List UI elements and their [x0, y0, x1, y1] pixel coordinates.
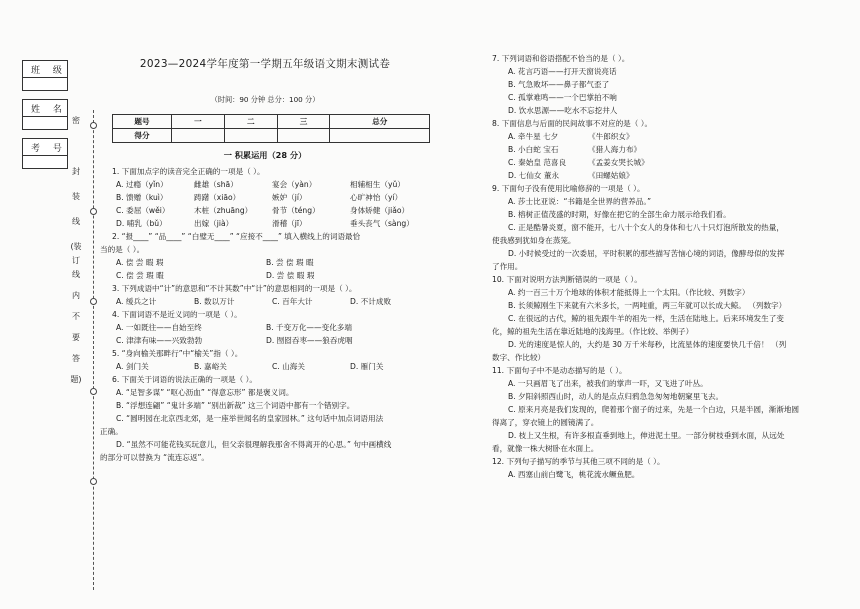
class-field[interactable]	[22, 60, 68, 91]
binding-hole	[90, 122, 97, 129]
question-11: 11. 下面句子中不是动态描写的是（ ）。	[492, 366, 627, 375]
option-d-cont: 的部分可以替换为 “流连忘返”。	[100, 453, 209, 462]
question-7: 7. 下列词语和俗语搭配不恰当的是（ ）。	[492, 54, 630, 63]
option-b: B. “浮想连翩” “鬼计多端” “别出新裁” 这三个词语中都有一个错别字。	[116, 401, 355, 410]
question-6: 6. 下面关于词语的说法正确的一项是（ ）。	[112, 375, 257, 384]
binding-hole	[90, 388, 97, 395]
question-4: 4. 下面词语不是近义词的一项是（ ）。	[112, 310, 242, 319]
option-row: A. 偿 尝 暇 瑕 B. 尝 偿 瑕 暇	[116, 258, 314, 267]
option-c-cont: 使我感到犹如身在蒸笼。	[492, 236, 576, 245]
option-c-cont: 得离了，穿衣镜上的圆镜满了。	[492, 418, 599, 427]
option-d: D. “虽然不可能花钱买玩意儿，但父亲很理解我那舍不得离开的心思。” 句中画横线	[116, 440, 392, 449]
option-c: C. 在很远的古代，鲸的祖先跟牛羊的祖先一样，生活在陆地上。后来环境发生了变	[508, 314, 784, 323]
section-heading: 一 积累运用（28 分）	[223, 150, 307, 160]
score-table	[112, 114, 430, 143]
class-label: 班 级	[31, 66, 67, 76]
left-column	[100, 52, 430, 464]
option-d: D. 枝上又生根，有许多根直垂到地上，伸进泥土里。一部分树枝垂到水面，从远处	[508, 431, 785, 440]
name-label: 姓 名	[31, 105, 67, 115]
option-row: C. 秦始皇 范喜良 《孟姜女哭长城》	[508, 158, 649, 167]
option-c: C. “圆明园在北京西北郊，是一座举世闻名的皇家园林。” 这句话中加点词语用法	[116, 414, 384, 423]
option-row: A. 一如既往——自始至终 B. 千变万化——变化多端	[116, 323, 352, 332]
id-label: 考 号	[31, 144, 67, 154]
option-a: A. 莎士比亚说：“书籍是全世界的营养品。”	[508, 197, 652, 206]
option-row: A. 剑门关 B. 嘉峪关 C. 山海关 D. 雁门关	[116, 362, 384, 371]
question-10: 10. 下面对说明方法判断错误的一项是（ ）。	[492, 275, 642, 284]
time-info: （时间：90 分钟 总分：100 分）	[210, 95, 320, 104]
option-d: D. 光的速度是惊人的，大约是 30 万千米每秒，比流星体的速度要快几千倍！ （列	[508, 340, 787, 349]
option-a: A. 约一百三十万个地球的体积才能抵得上一个太阳。（作比较、列数字）	[508, 288, 750, 297]
option-c: C. 孤掌难鸣——一个巴掌拍不响	[508, 93, 617, 102]
option-row: C. 委屈（wěi） 木桩（zhuāng） 骨节（téng） 身体矫健（jiǎo）	[116, 206, 410, 215]
score-cell[interactable]	[330, 129, 430, 143]
score-cell[interactable]	[224, 129, 277, 143]
option-row: A. 过瘾（yǐn） 雌雄（shā） 宴会（yàn） 相辅相生（yǔ）	[116, 180, 405, 189]
binding-hole	[90, 298, 97, 305]
option-c-cont: 正确。	[100, 427, 123, 436]
option-d-cont: 看，就像一株大树卧在水面上。	[492, 444, 599, 453]
exam-title: 2023—2024学年度第一学期五年级语文期末测试卷	[139, 58, 391, 70]
option-b: B. 榕树正值茂盛的时期，好像在把它的全部生命力展示给我们看。	[508, 210, 731, 219]
question-8: 8. 下面信息与后面的民间故事不对应的是（ ）。	[492, 119, 653, 128]
option-b: B. 夕阳斜照西山时，动人的是点点归鸦急急匆匆地朝窠里飞去。	[508, 392, 724, 401]
question-1: 1. 下面加点字的读音完全正确的一项是（ ）。	[112, 167, 265, 176]
right-column	[492, 52, 837, 481]
score-header-row: 题号 一 二 三 总分	[113, 115, 430, 129]
seal-line-text: 密 封 装 线 (装 订 线 内 不 要 答 题)	[70, 116, 82, 384]
question-2-cont: 当的是（ ）。	[100, 245, 145, 254]
question-3: 3. 下列成语中“计”的意思和“不计其数”中“计”的意思相同的一项是（ ）。	[112, 284, 357, 293]
option-a: A. 一只画眉飞了出来，被我们的掌声一吓，又飞进了叶丛。	[508, 379, 708, 388]
score-value-row: 得分	[113, 129, 430, 143]
option-c: C. 原来月亮是我们发现的，爬着那个窗子的过来，先是一个白边，只是半圆，渐渐地圆	[508, 405, 800, 414]
question-9: 9. 下面句子没有使用比喻修辞的一项是（ ）。	[492, 184, 645, 193]
option-a: A. 西塞山前白鹭飞，桃花流水鳜鱼肥。	[508, 470, 640, 479]
option-row: A. 缓兵之计 B. 数以万计 C. 百年大计 D. 不计成败	[116, 297, 392, 306]
name-field[interactable]	[22, 99, 68, 130]
question-5: 5. “身向榆关那畔行”中“榆关”指（ ）。	[112, 349, 243, 358]
option-b: B. 长须鲸刚生下来就有六米多长，一两吨重，两三年就可以长成大鲸。 （列数字）	[508, 301, 787, 310]
option-d-cont: 了作用。	[492, 262, 523, 271]
option-a: A. “足智多谋” “呕心沥血” “得意忘形” 都是褒义词。	[116, 388, 294, 397]
option-d: D. 小时候受过的一次委屈，平时积累的那些描写苦恼心境的词语，像酵母似的发挥	[508, 249, 785, 258]
score-cell[interactable]	[172, 129, 225, 143]
option-c-cont: 化，鲸的祖先生活在靠近陆地的浅海里。（作比较、举例子）	[492, 327, 694, 336]
id-field[interactable]	[22, 138, 68, 169]
student-info-box	[22, 60, 66, 153]
option-b: B. 气急败坏——鼻子都气歪了	[508, 80, 610, 89]
binding-dashed-line	[93, 110, 94, 590]
option-row: D. 七仙女 董永 《田螺姑娘》	[508, 171, 634, 180]
question-12: 12. 下列句子描写的季节与其他三项不同的是（ ）。	[492, 457, 665, 466]
option-row: C. 津津有味——兴致勃勃 D. 囫囵吞枣——狼吞虎咽	[116, 336, 353, 345]
option-d-cont: 数字、作比较）	[492, 353, 546, 362]
option-row: D. 哺乳（bǔ） 出嫁（jià） 滑稽（jī） 垂头丧气（sàng）	[116, 219, 414, 228]
option-d: D. 饮水思源——吃水不忘挖井人	[508, 106, 618, 115]
option-row: C. 偿 尝 瑕 暇 D. 尝 偿 暇 瑕	[116, 271, 315, 280]
binding-hole	[90, 208, 97, 215]
option-row: B. 小白蛇 宝石 《猎人海力布》	[508, 145, 642, 154]
option-a: A. 花言巧语——打开天窗说亮话	[508, 67, 617, 76]
option-c: C. 正是酷暑炎夏，窗不能开，七八十个女人的身体和七八十只灯泡所散发的热量，	[508, 223, 784, 232]
score-cell[interactable]	[277, 129, 330, 143]
option-row: B. 馈赠（kuì） 踌躇（xiāo） 嫉妒（jí） 心旷神怡（yí）	[116, 193, 403, 202]
binding-hole	[90, 478, 97, 485]
option-row: A. 牵牛星 七夕 《牛郎织女》	[508, 132, 634, 141]
question-2: 2. “报____” “品____” “白璧无____” “应接不____” 填入横线上的词语最恰	[112, 232, 361, 241]
